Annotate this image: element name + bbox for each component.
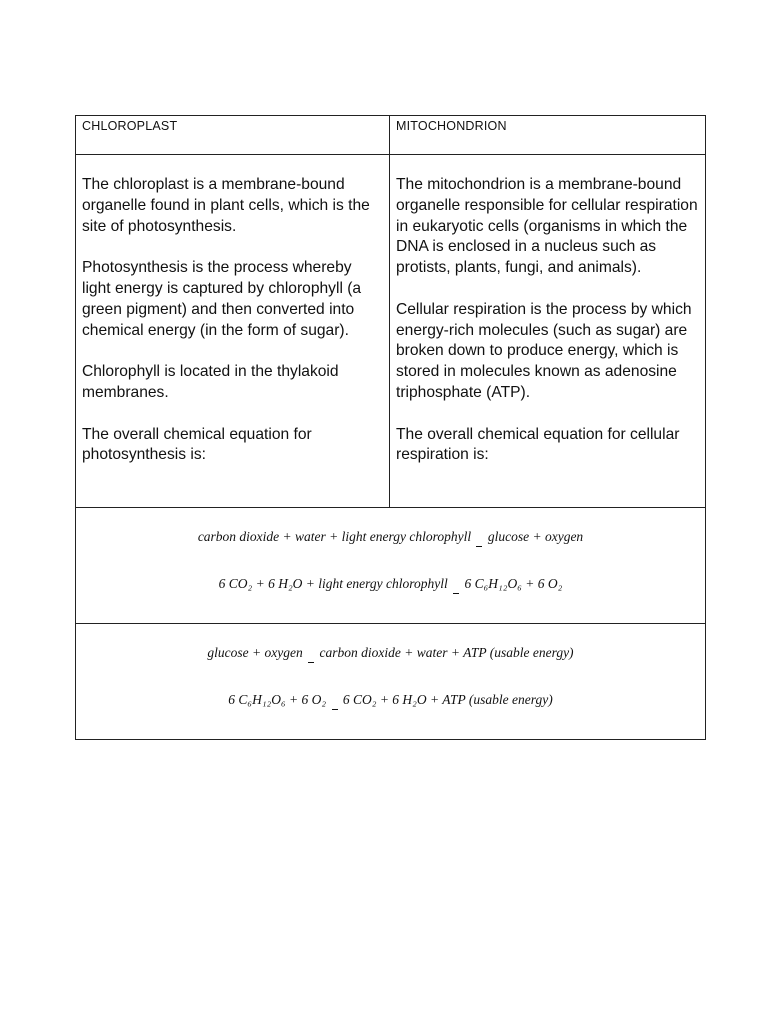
equation-products: 6 C₆H₁₂O₆ + 6 O₂: [464, 576, 563, 591]
chloroplast-paragraph: Chlorophyll is located in the thylakoid membranes.: [82, 363, 339, 401]
respiration-word-equation: [76, 644, 705, 663]
photosynthesis-equation-cell: [76, 508, 706, 624]
photosynthesis-word-equation: [76, 528, 705, 547]
mitochondrion-paragraph: The overall chemical equation for cellular respiration is:: [396, 425, 680, 464]
equation-products: carbon dioxide + water + ATP (usable energy): [319, 645, 574, 660]
reaction-arrow-icon: [453, 593, 459, 594]
chloroplast-description-cell: [76, 155, 390, 508]
mitochondrion-paragraph: Cellular respiration is the process by which energy-rich molecules (such as sugar) are broken down to produce energy, which is stored in molecules known as adenosine triphosphate (ATP).: [396, 300, 692, 401]
equation-products: glucose + oxygen: [487, 529, 584, 544]
reaction-arrow-icon: [332, 709, 338, 710]
chloroplast-paragraph: The chloroplast is a membrane-bound organelle found in plant cells, which is the site of photosynthesis.: [82, 176, 370, 235]
photosynthesis-equation-row: [76, 508, 706, 624]
reaction-arrow-icon: [476, 546, 482, 547]
chloroplast-description: [76, 155, 389, 466]
respiration-equation-cell: [76, 624, 706, 740]
header-cell-mitochondrion: [390, 116, 706, 155]
reaction-arrow-icon: [308, 662, 314, 663]
table-header-row: [76, 116, 706, 155]
equation-reactants: 6 CO₂ + 6 H₂O + light energy chlorophyll: [218, 576, 448, 591]
header-chloroplast: CHLOROPLAST: [82, 119, 178, 133]
equation-products: 6 CO₂ + 6 H₂O + ATP (usable energy): [342, 692, 553, 707]
photosynthesis-formula-equation: [76, 575, 705, 594]
equation-reactants: carbon dioxide + water + light energy chlorophyll: [197, 529, 472, 544]
header-cell-chloroplast: [76, 116, 390, 155]
respiration-equation-row: [76, 624, 706, 740]
mitochondrion-description: [390, 155, 705, 466]
description-row: [76, 155, 706, 508]
comparison-table: [75, 115, 706, 740]
mitochondrion-description-cell: [390, 155, 706, 508]
equation-reactants: 6 C₆H₁₂O₆ + 6 O₂: [228, 692, 327, 707]
mitochondrion-paragraph: The mitochondrion is a membrane-bound organelle responsible for cellular respiration in eukaryotic cells (organisms in which the DNA is enclosed in a nucleus such as protists, plants, fungi, and animals).: [396, 176, 698, 277]
header-mitochondrion: MITOCHONDRION: [396, 119, 507, 133]
chloroplast-paragraph: Photosynthesis is the process whereby light energy is captured by chlorophyll (a green pigment) and then converted into chemical energy (in the form of sugar).: [82, 259, 362, 339]
equation-reactants: glucose + oxygen: [207, 645, 303, 660]
chloroplast-paragraph: The overall chemical equation for photosynthesis is:: [82, 425, 312, 464]
respiration-formula-equation: [76, 691, 705, 710]
